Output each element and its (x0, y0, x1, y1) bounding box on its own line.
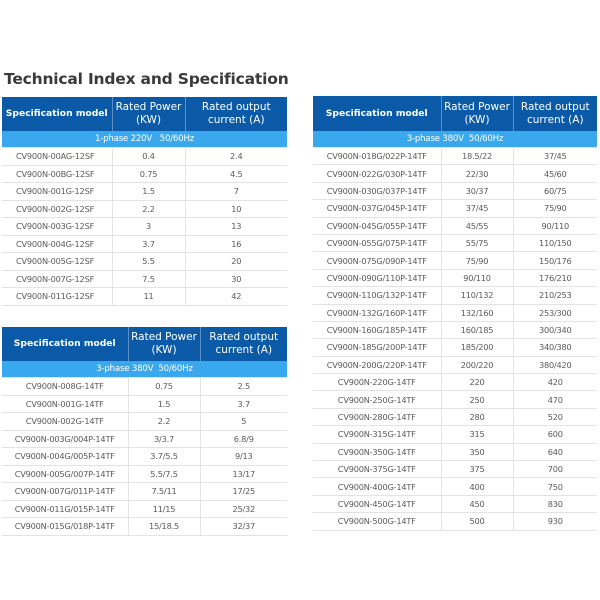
rated-power-cell: 200/220 (441, 356, 513, 373)
model-cell: CV900N-008G-14TF (2, 378, 128, 396)
table-row (313, 339, 597, 356)
rated-power-cell: 15/18.5 (128, 518, 200, 536)
page-title: Technical Index and Specification (4, 70, 289, 88)
table-row (2, 518, 287, 536)
table-row (2, 500, 287, 518)
model-cell: CV900N-011G-12SF (2, 288, 112, 306)
table-row (313, 478, 597, 495)
phase-subheader-row (313, 131, 597, 148)
rated-current-cell: 5 (200, 413, 287, 431)
rated-current-cell: 110/150 (513, 234, 597, 251)
column-header-rated-power: Rated Power (KW) (441, 96, 513, 131)
rated-current-cell: 750 (513, 478, 597, 495)
model-cell: CV900N-007G-12SF (2, 270, 112, 288)
rated-current-cell: 20 (185, 253, 287, 271)
rated-power-cell: 55/75 (441, 234, 513, 251)
table-row (2, 218, 287, 236)
model-cell: CV900N-375G-14TF (313, 461, 441, 478)
table-row (313, 269, 597, 286)
rated-current-cell: 16 (185, 235, 287, 253)
table-row (313, 287, 597, 304)
rated-current-cell: 42 (185, 288, 287, 306)
table-row (313, 165, 597, 182)
table-row (313, 321, 597, 338)
table-row (313, 374, 597, 391)
rated-current-cell: 210/253 (513, 287, 597, 304)
rated-current-cell: 10 (185, 200, 287, 218)
rated-current-cell: 90/110 (513, 217, 597, 234)
model-cell: CV900N-200G/220P-14TF (313, 356, 441, 373)
rated-current-cell: 45/60 (513, 165, 597, 182)
column-header-rated-current: Rated output current (A) (200, 327, 287, 361)
rated-power-cell: 400 (441, 478, 513, 495)
table-row (313, 426, 597, 443)
model-cell: CV900N-018G/022P-14TF (313, 148, 441, 165)
table-row (2, 395, 287, 413)
rated-current-cell: 6.8/9 (200, 430, 287, 448)
model-cell: CV900N-132G/160P-14TF (313, 304, 441, 321)
rated-power-cell: 3.7 (112, 235, 185, 253)
rated-power-cell: 350 (441, 443, 513, 460)
rated-power-cell: 1.5 (112, 183, 185, 201)
rated-power-cell: 0.75 (112, 165, 185, 183)
rated-current-cell: 150/176 (513, 252, 597, 269)
rated-current-cell: 75/90 (513, 200, 597, 217)
rated-current-cell: 700 (513, 461, 597, 478)
model-cell: CV900N-030G/037P-14TF (313, 182, 441, 199)
rated-power-cell: 3/3.7 (128, 430, 200, 448)
table-row (2, 288, 287, 306)
rated-current-cell: 380/420 (513, 356, 597, 373)
rated-current-cell: 600 (513, 426, 597, 443)
table-row (313, 304, 597, 321)
table-row (2, 253, 287, 271)
rated-current-cell: 640 (513, 443, 597, 460)
table-row (2, 148, 287, 166)
model-cell: CV900N-002G-12SF (2, 200, 112, 218)
table-row (2, 465, 287, 483)
rated-power-cell: 45/55 (441, 217, 513, 234)
phase-subheader-row (2, 131, 287, 148)
rated-power-cell: 500 (441, 513, 513, 530)
model-cell: CV900N-001G-14TF (2, 395, 128, 413)
model-cell: CV900N-003G-12SF (2, 218, 112, 236)
rated-current-cell: 253/300 (513, 304, 597, 321)
phase-subheader: 1-phase 220V 50/60Hz (2, 131, 287, 148)
rated-current-cell: 9/13 (200, 448, 287, 466)
rated-power-cell: 75/90 (441, 252, 513, 269)
model-cell: CV900N-001G-12SF (2, 183, 112, 201)
model-cell: CV900N-045G/055P-14TF (313, 217, 441, 234)
model-cell: CV900N-00BG-12SF (2, 165, 112, 183)
rated-power-cell: 185/200 (441, 339, 513, 356)
rated-power-cell: 315 (441, 426, 513, 443)
rated-current-cell: 7 (185, 183, 287, 201)
phase-subheader: 3-phase 380V 50/60Hz (313, 131, 597, 148)
model-cell: CV900N-280G-14TF (313, 408, 441, 425)
rated-current-cell: 30 (185, 270, 287, 288)
rated-power-cell: 30/37 (441, 182, 513, 199)
column-header-rated-power: Rated Power (KW) (112, 97, 185, 131)
column-header-rated-current: Rated output current (A) (185, 97, 287, 131)
model-cell: CV900N-400G-14TF (313, 478, 441, 495)
rated-power-cell: 3 (112, 218, 185, 236)
table-row (313, 408, 597, 425)
table-row (313, 495, 597, 512)
rated-power-cell: 1.5 (128, 395, 200, 413)
table-row (313, 443, 597, 460)
model-cell: CV900N-00AG-12SF (2, 148, 112, 166)
rated-power-cell: 37/45 (441, 200, 513, 217)
table-row (2, 200, 287, 218)
rated-power-cell: 3.7/5.5 (128, 448, 200, 466)
rated-current-cell: 420 (513, 374, 597, 391)
rated-power-cell: 220 (441, 374, 513, 391)
model-cell: CV900N-185G/200P-14TF (313, 339, 441, 356)
rated-power-cell: 7.5 (112, 270, 185, 288)
rated-current-cell: 2.4 (185, 148, 287, 166)
table-row (313, 148, 597, 165)
rated-power-cell: 7.5/11 (128, 483, 200, 501)
model-cell: CV900N-037G/045P-14TF (313, 200, 441, 217)
rated-current-cell: 830 (513, 495, 597, 512)
column-header-rated-current: Rated output current (A) (513, 96, 597, 131)
rated-power-cell: 11 (112, 288, 185, 306)
model-cell: CV900N-007G/011P-14TF (2, 483, 128, 501)
rated-power-cell: 0.4 (112, 148, 185, 166)
table-row (2, 448, 287, 466)
rated-power-cell: 450 (441, 495, 513, 512)
header-row (2, 97, 287, 131)
rated-current-cell: 470 (513, 391, 597, 408)
model-cell: CV900N-003G/004P-14TF (2, 430, 128, 448)
model-cell: CV900N-315G-14TF (313, 426, 441, 443)
table-row (313, 513, 597, 530)
rated-current-cell: 3.7 (200, 395, 287, 413)
table-row (313, 182, 597, 199)
rated-current-cell: 25/32 (200, 500, 287, 518)
column-header-rated-power: Rated Power (KW) (128, 327, 200, 361)
table-row (313, 461, 597, 478)
table-row (2, 270, 287, 288)
rated-current-cell: 2.5 (200, 378, 287, 396)
rated-power-cell: 5.5/7.5 (128, 465, 200, 483)
table-row (313, 234, 597, 251)
model-cell: CV900N-350G-14TF (313, 443, 441, 460)
rated-power-cell: 160/185 (441, 321, 513, 338)
table-row (313, 252, 597, 269)
table-row (2, 430, 287, 448)
model-cell: CV900N-055G/075P-14TF (313, 234, 441, 251)
model-cell: CV900N-110G/132P-14TF (313, 287, 441, 304)
model-cell: CV900N-015G/018P-14TF (2, 518, 128, 536)
model-cell: CV900N-004G-12SF (2, 235, 112, 253)
rated-power-cell: 2.2 (128, 413, 200, 431)
rated-current-cell: 13/17 (200, 465, 287, 483)
spec-table-1-phase-220v (2, 97, 287, 306)
column-header-model: Specification model (2, 97, 112, 131)
header-row (2, 327, 287, 361)
rated-power-cell: 2.2 (112, 200, 185, 218)
table-row (2, 378, 287, 396)
table-row (2, 483, 287, 501)
rated-current-cell: 4.5 (185, 165, 287, 183)
model-cell: CV900N-004G/005P-14TF (2, 448, 128, 466)
phase-subheader: 3-phase 380V 50/60Hz (2, 361, 287, 378)
rated-power-cell: 280 (441, 408, 513, 425)
model-cell: CV900N-090G/110P-14TF (313, 269, 441, 286)
table-row (2, 165, 287, 183)
model-cell: CV900N-160G/185P-14TF (313, 321, 441, 338)
rated-power-cell: 0.75 (128, 378, 200, 396)
header-row (313, 96, 597, 131)
rated-current-cell: 176/210 (513, 269, 597, 286)
rated-current-cell: 13 (185, 218, 287, 236)
rated-power-cell: 22/30 (441, 165, 513, 182)
rated-power-cell: 375 (441, 461, 513, 478)
model-cell: CV900N-220G-14TF (313, 374, 441, 391)
table-row (2, 183, 287, 201)
table-row (2, 413, 287, 431)
table-row (2, 235, 287, 253)
rated-power-cell: 250 (441, 391, 513, 408)
model-cell: CV900N-011G/015P-14TF (2, 500, 128, 518)
table-row (313, 217, 597, 234)
rated-current-cell: 340/380 (513, 339, 597, 356)
model-cell: CV900N-075G/090P-14TF (313, 252, 441, 269)
rated-current-cell: 300/340 (513, 321, 597, 338)
table-row (313, 391, 597, 408)
rated-power-cell: 11/15 (128, 500, 200, 518)
column-header-model: Specification model (313, 96, 441, 131)
spec-table-3-phase-380v-large (313, 96, 597, 531)
spec-table-3-phase-380v-small (2, 327, 287, 536)
rated-current-cell: 37/45 (513, 148, 597, 165)
rated-power-cell: 132/160 (441, 304, 513, 321)
table-row (313, 200, 597, 217)
table-row (313, 356, 597, 373)
rated-power-cell: 90/110 (441, 269, 513, 286)
column-header-model: Specification model (2, 327, 128, 361)
phase-subheader-row (2, 361, 287, 378)
rated-current-cell: 60/75 (513, 182, 597, 199)
model-cell: CV900N-005G/007P-14TF (2, 465, 128, 483)
rated-current-cell: 17/25 (200, 483, 287, 501)
rated-power-cell: 5.5 (112, 253, 185, 271)
rated-current-cell: 930 (513, 513, 597, 530)
rated-current-cell: 32/37 (200, 518, 287, 536)
model-cell: CV900N-250G-14TF (313, 391, 441, 408)
model-cell: CV900N-022G/030P-14TF (313, 165, 441, 182)
model-cell: CV900N-002G-14TF (2, 413, 128, 431)
model-cell: CV900N-005G-12SF (2, 253, 112, 271)
rated-current-cell: 520 (513, 408, 597, 425)
rated-power-cell: 18.5/22 (441, 148, 513, 165)
rated-power-cell: 110/132 (441, 287, 513, 304)
model-cell: CV900N-450G-14TF (313, 495, 441, 512)
model-cell: CV900N-500G-14TF (313, 513, 441, 530)
